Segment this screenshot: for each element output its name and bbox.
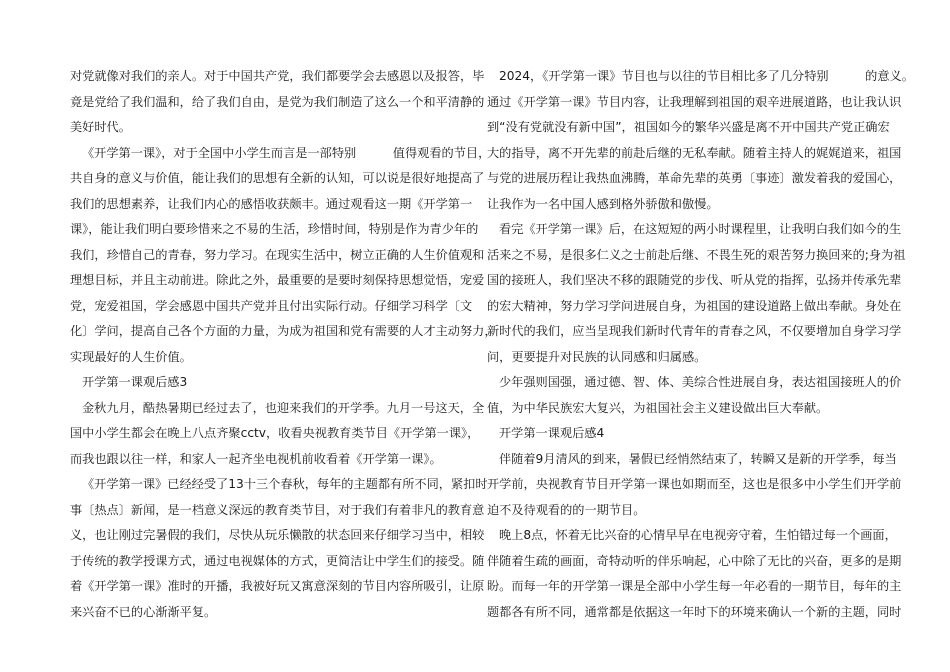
left-text-line: 《开学第一课》已经经受了13十三个春秋，每年的主题都有所不同，紧扣时 <box>82 477 488 491</box>
right-text-line: 大的指导，离不开先辈的前赴后继的无私奉献。随着主持人的娓娓道来，祖国 <box>487 145 902 160</box>
right-text-line: 问，更要提升对民族的认同感和归属感。 <box>487 349 707 364</box>
left-text-line: 着《开学第一课》准时的开播，我被好玩又寓意深刻的节目内容所吸引，让原 <box>70 579 485 593</box>
left-text-line: 党，宠爱祖国，学会感恩中国共产党并且付出实际行动。仔细学习科学〔文 <box>70 298 473 313</box>
left-text-line: 课》，能让我们明白要珍惜来之不易的生活，珍惜时间，特别是作为青少年的 <box>70 222 479 236</box>
left-section-heading: 开学第一课观后感3 <box>82 375 188 389</box>
left-text-line: 金秋九月，酷热暑期已经过去了，也迎来我们的开学季。九月一号这天，全 <box>82 400 485 415</box>
right-text-line: 伴随着9月清风的到来，暑假已经悄然结束了，转瞬又是新的开学季，每当 <box>499 451 897 466</box>
right-text-line: 到“没有党就没有新中国”，祖国如今的繁华兴盛是离不开中国共产党正确宏 <box>487 120 890 134</box>
left-text-line: 而我也跟以往一样，和家人一起齐坐电视机前收看着《开学第一课》。 <box>70 451 442 466</box>
left-text-line: 事〔热点〕新闻，是一档意义深远的教育类节目，对于我们有着非凡的教育意 <box>70 502 485 517</box>
right-text-line: 通过《开学第一课》节目内容，让我理解到祖国的艰辛进展道路，也让我认识 <box>487 94 902 109</box>
right-section-heading: 开学第一课观后感4 <box>499 426 605 440</box>
left-text-line: 国中小学生都会在晚上八点齐聚cctv，收看央视教育类节目《开学第一课》， <box>70 426 480 440</box>
left-text-line: 《开学第一课》，对于全国中小学生而言是一部特别 值得观看的节目， <box>82 145 491 160</box>
right-text-line: 伴随着生疏的画面，奇特动听的伴乐响起，心中除了无比的兴奋，更多的是期 <box>487 553 902 568</box>
right-text-line: 的宏大精神，努力学习学问进展自身，为祖国的建设道路上做出奉献。身处在 <box>487 298 902 313</box>
left-text-line: 化〕学问，提高自己各个方面的力量，为成为祖国和党有需要的人才主动努力， <box>70 324 497 338</box>
right-text-line: 看完《开学第一课》后，在这短短的两小时课程里，让我明白我们如今的生 <box>499 222 902 236</box>
left-text-column <box>70 64 497 625</box>
left-text-line: 实现最好的人生价值。 <box>70 349 192 364</box>
left-text-line: 美好时代。 <box>70 120 131 134</box>
left-text-line: 竟是党给了我们温和，给了我们自由，是党为我们制造了这么一个和平清静的 <box>70 94 485 109</box>
left-text-line: 我们，珍惜自己的青春，努力学习。在现实生活中，树立正确的人生价值观和 <box>70 247 485 262</box>
right-text-line: 新时代的我们，应当呈现我们新时代青年的青春之风，不仅要增加自身学习学 <box>487 324 902 338</box>
left-text-line: 来兴奋不已的心渐渐平复。 <box>70 604 217 619</box>
right-text-line: 晚上8点，怀着无比兴奋的心情早早在电视旁守着，生怕错过每一个画面， <box>499 528 897 542</box>
right-text-line: 2024，《开学第一课》节目也与以往的节目相比多了几分特别 的意义。 <box>499 69 914 83</box>
right-text-line: 与党的进展历程让我热血沸腾，革命先辈的英勇〔事迹〕激发着我的爱国心， <box>487 171 902 185</box>
right-text-line: 盼。而每一年的开学第一课是全部中小学生每一年必看的一期节目，每年的主 <box>487 579 902 593</box>
right-text-line: 少年强则国强，通过德、智、体、美综合性进展自身，表达祖国接班人的价 <box>499 375 902 389</box>
left-text-line: 共自身的意义与价值，能让我们的思想有全新的认知，可以说是很好地提高了 <box>70 171 485 185</box>
right-text-line: 国的接班人，我们坚决不移的跟随党的步伐、听从党的指挥，弘扬并传承先辈 <box>487 273 902 287</box>
left-text-line: 义，也让刚过完暑假的我们，尽快从玩乐懒散的状态回来仔细学习当中，相较 <box>70 528 485 542</box>
right-text-line: 活来之不易，是很多仁义之士前赴后继、不畏生死的艰苦努力换回来的;身为祖 <box>487 247 906 262</box>
right-text-line: 值，为中华民族宏大复兴，为祖国社会主义建设做出巨大奉献。 <box>487 400 829 415</box>
right-text-line: 题都各有所不同，通常都是依据这一年时下的环境来确认一个新的主题，同时 <box>487 604 902 619</box>
left-text-line: 对党就像对我们的亲人。对于中国共产党，我们都要学会去感恩以及报答，毕 <box>70 69 485 83</box>
left-text-line: 于传统的教学授课方式，通过电视媒体的方式，更简洁让中学生们的接受。随 <box>70 553 485 568</box>
right-text-line: 让我作为一名中国人感到格外骄傲和傲慢。 <box>487 196 719 211</box>
left-text-line: 理想目标，并且主动前进。除此之外，最重要的是要时刻保持思想觉悟，宠爱 <box>70 273 485 287</box>
right-text-line: 开学前，央视教育节目开学第一课也如期而至，这也是很多中小学生们开学前 <box>487 477 902 491</box>
left-text-line: 我们的思想素养，让我们内心的感悟收获颇丰。通过观看这一期《开学第一 <box>70 196 473 211</box>
right-text-column <box>487 64 914 625</box>
right-text-line: 迫不及待观看的的一期节目。 <box>487 502 646 517</box>
